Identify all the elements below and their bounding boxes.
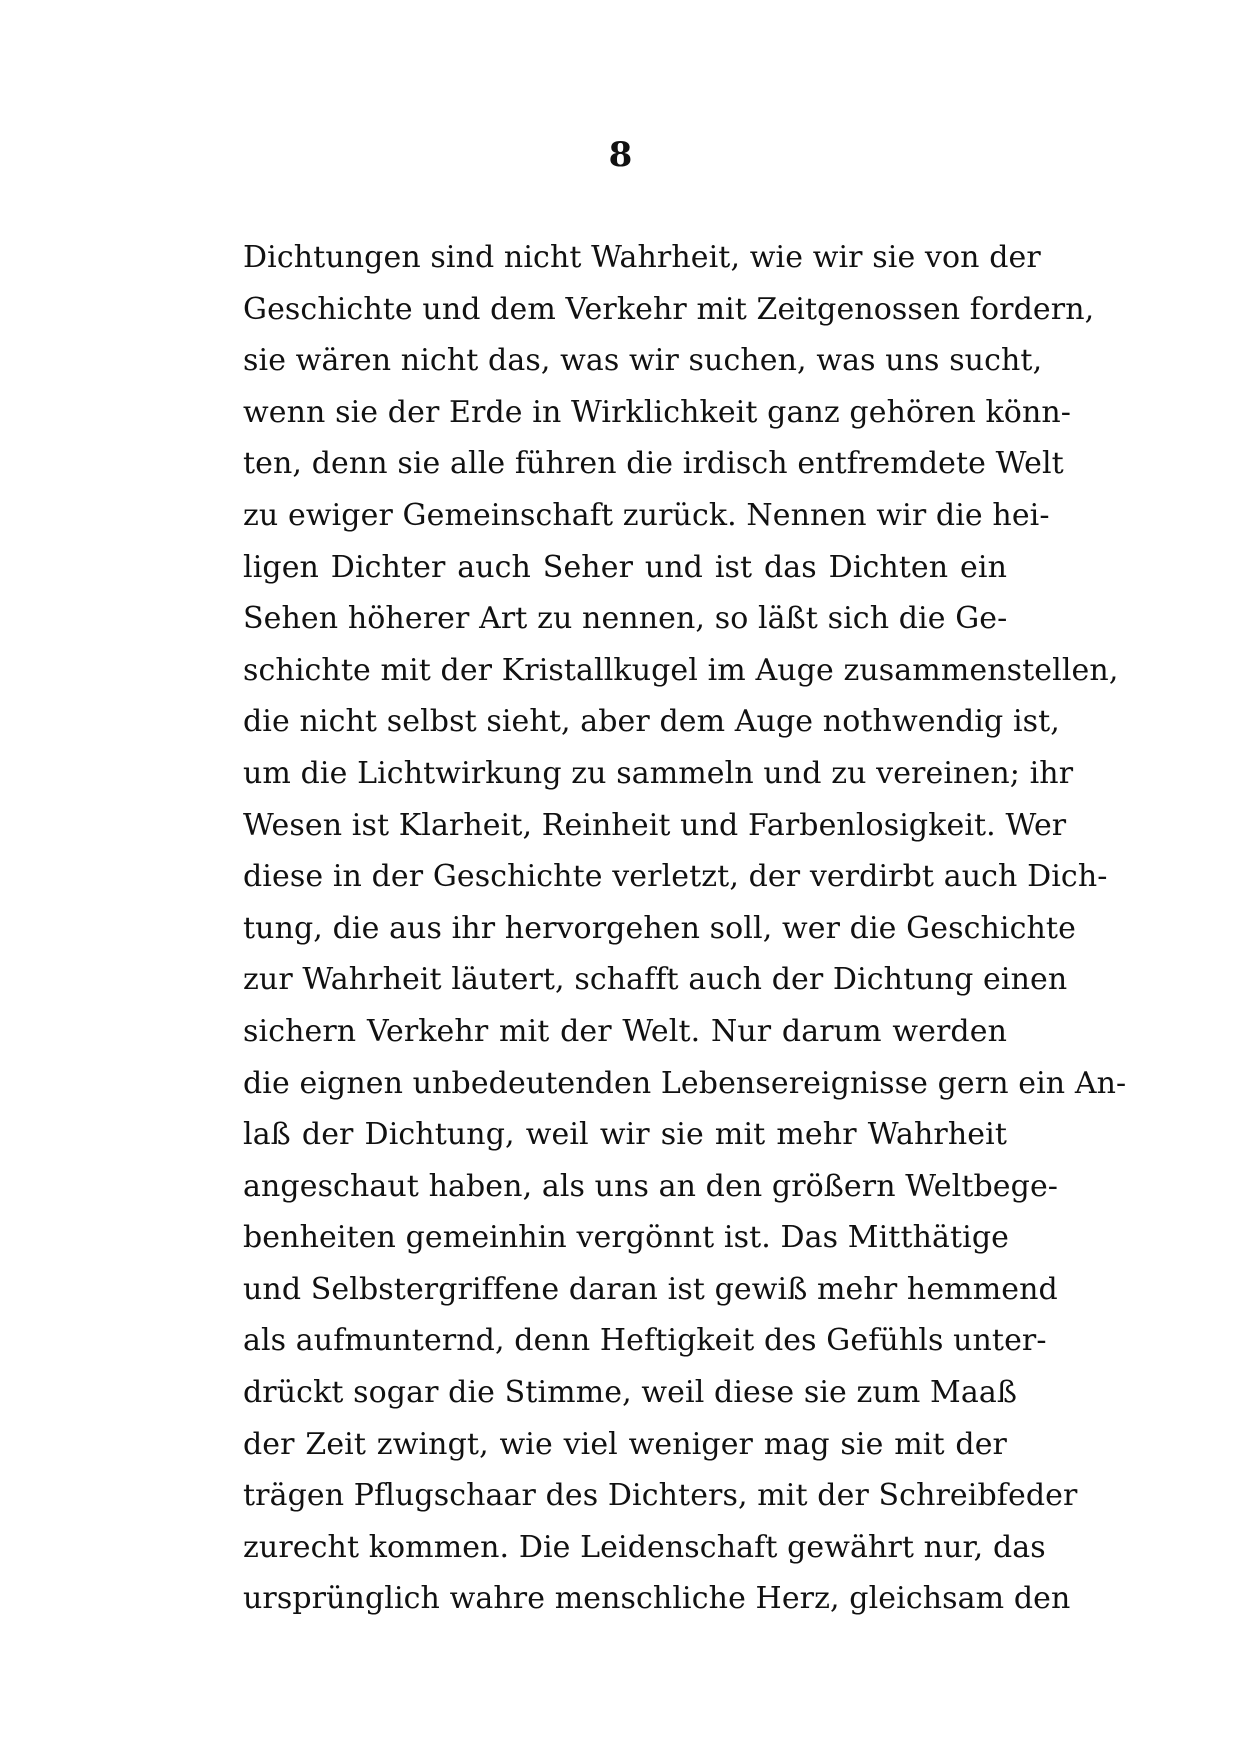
text-line: als aufmunternd, denn Heftigkeit des Gefühls unter-	[243, 1323, 1047, 1359]
text-line: laß der Dichtung, weil wir sie mit mehr Wahrheit	[243, 1117, 1007, 1153]
text-line: tung, die aus ihr hervorgehen soll, wer die Geschichte	[243, 910, 1076, 946]
text-line: Geschichte und dem Verkehr mit Zeitgenossen fordern,	[243, 291, 1095, 327]
text-line: drückt sogar die Stimme, weil diese sie zum Maaß	[243, 1375, 1017, 1411]
text-line: um die Lichtwirkung zu sammeln und zu vereinen; ihr	[243, 755, 1074, 791]
text-line: zurecht kommen. Die Leidenschaft gewährt nur, das	[243, 1529, 1046, 1565]
text-line: zur Wahrheit läutert, schafft auch der Dichtung einen	[243, 962, 1068, 998]
text-line: ligen Dichter auch Seher und ist das Dichten ein	[243, 549, 1007, 585]
text-line: ten, denn sie alle führen die irdisch entfremdete Welt	[243, 446, 1064, 482]
text-line: Wesen ist Klarheit, Reinheit und Farbenlosigkeit. Wer	[243, 807, 1067, 843]
text-line: Dichtungen sind nicht Wahrheit, wie wir sie von der	[243, 240, 1041, 275]
text-line: Sehen höherer Art zu nennen, so läßt sich die Ge-	[243, 601, 1008, 637]
text-line: angeschaut haben, als uns an den größern Weltbege-	[243, 1168, 1059, 1204]
text-line: die nicht selbst sieht, aber dem Auge nothwendig ist,	[243, 704, 1060, 740]
text-line: der Zeit zwingt, wie viel weniger mag sie mit der	[243, 1426, 1007, 1462]
text-line: trägen Pflugschaar des Dichters, mit der Schreibfeder	[243, 1478, 1078, 1514]
text-line: wenn sie der Erde in Wirklichkeit ganz gehören könn-	[243, 394, 1072, 430]
text-line: ursprünglich wahre menschliche Herz, gleichsam den	[243, 1581, 1071, 1617]
text-line: diese in der Geschichte verletzt, der verdirbt auch Dich-	[243, 859, 1108, 895]
text-line: schichte mit der Kristallkugel im Auge zusammenstellen,	[243, 652, 1119, 688]
page-number: 8	[608, 135, 633, 175]
text-line: sichern Verkehr mit der Welt. Nur darum werden	[243, 1013, 1007, 1049]
text-line: zu ewiger Gemeinschaft zurück. Nennen wir die hei-	[243, 497, 1050, 533]
text-line: benheiten gemeinhin vergönnt ist. Das Mitthätige	[243, 1220, 1010, 1256]
text-line: und Selbstergriffene daran ist gewiß mehr hemmend	[243, 1271, 1058, 1307]
text-line: sie wären nicht das, was wir suchen, was uns sucht,	[243, 343, 1043, 379]
body-text	[243, 232, 1127, 1625]
text-line: die eignen unbedeutenden Lebensereignisse gern ein An-	[243, 1065, 1127, 1101]
